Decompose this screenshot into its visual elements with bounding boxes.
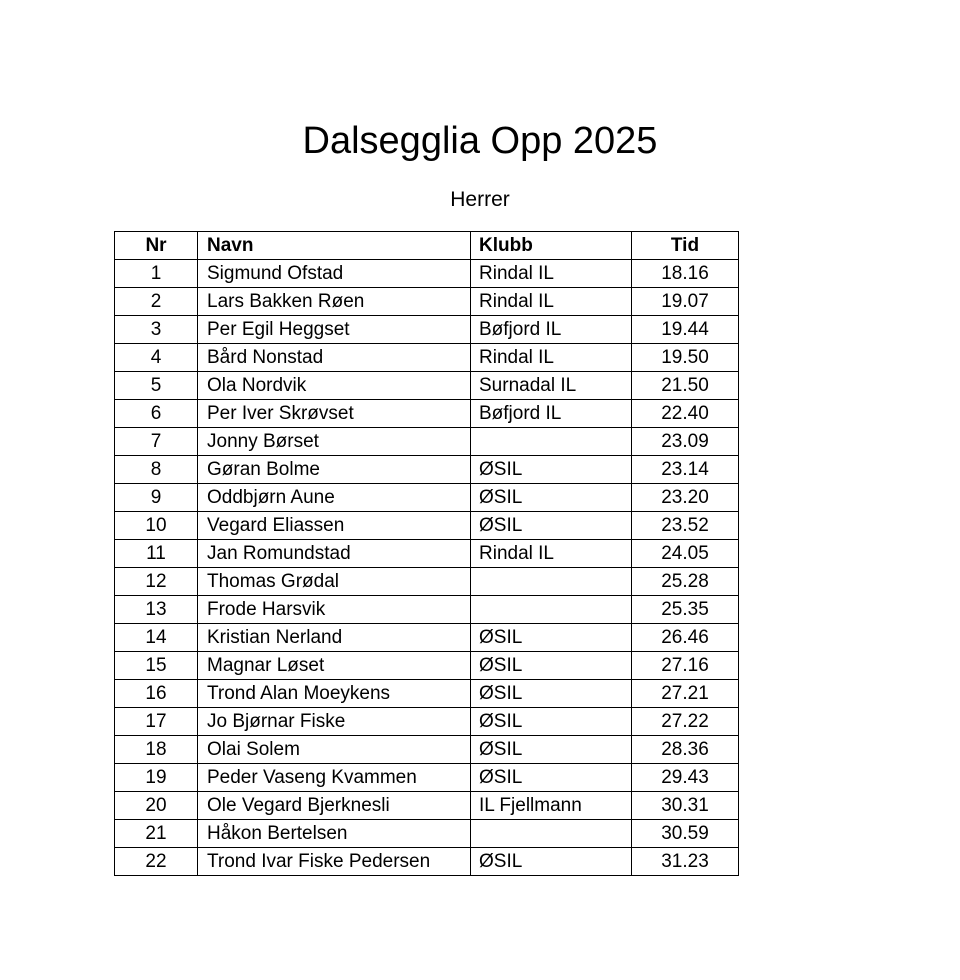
- table-header-row: [115, 232, 739, 260]
- cell-navn: Lars Bakken Røen: [198, 288, 471, 316]
- cell-tid: 23.52: [632, 512, 739, 540]
- page-subtitle: Herrer: [450, 188, 510, 211]
- cell-nr: 13: [115, 596, 198, 624]
- cell-klubb: ØSIL: [471, 736, 632, 764]
- cell-klubb: ØSIL: [471, 456, 632, 484]
- cell-nr: 4: [115, 344, 198, 372]
- cell-tid: 23.09: [632, 428, 739, 456]
- cell-tid: 29.43: [632, 764, 739, 792]
- cell-nr: 22: [115, 848, 198, 876]
- table-row: [115, 540, 739, 568]
- cell-klubb: Rindal IL: [471, 540, 632, 568]
- cell-klubb: ØSIL: [471, 512, 632, 540]
- table-row: [115, 484, 739, 512]
- cell-klubb: Rindal IL: [471, 288, 632, 316]
- cell-navn: Jo Bjørnar Fiske: [198, 708, 471, 736]
- cell-tid: 22.40: [632, 400, 739, 428]
- cell-nr: 11: [115, 540, 198, 568]
- cell-nr: 9: [115, 484, 198, 512]
- cell-navn: Per Iver Skrøvset: [198, 400, 471, 428]
- cell-tid: 19.50: [632, 344, 739, 372]
- table-row: [115, 596, 739, 624]
- cell-tid: 24.05: [632, 540, 739, 568]
- cell-nr: 20: [115, 792, 198, 820]
- cell-nr: 6: [115, 400, 198, 428]
- cell-klubb: IL Fjellmann: [471, 792, 632, 820]
- cell-klubb: ØSIL: [471, 708, 632, 736]
- cell-nr: 5: [115, 372, 198, 400]
- table-row: [115, 708, 739, 736]
- cell-navn: Ole Vegard Bjerknesli: [198, 792, 471, 820]
- cell-navn: Jonny Børset: [198, 428, 471, 456]
- cell-navn: Sigmund Ofstad: [198, 260, 471, 288]
- cell-nr: 17: [115, 708, 198, 736]
- cell-tid: 30.31: [632, 792, 739, 820]
- table-row: [115, 568, 739, 596]
- cell-nr: 10: [115, 512, 198, 540]
- cell-tid: 27.16: [632, 652, 739, 680]
- table-row: [115, 372, 739, 400]
- cell-klubb: ØSIL: [471, 848, 632, 876]
- header-nr: Nr: [115, 232, 198, 260]
- cell-navn: Gøran Bolme: [198, 456, 471, 484]
- cell-navn: Ola Nordvik: [198, 372, 471, 400]
- cell-navn: Peder Vaseng Kvammen: [198, 764, 471, 792]
- cell-navn: Magnar Løset: [198, 652, 471, 680]
- table-row: [115, 316, 739, 344]
- cell-nr: 19: [115, 764, 198, 792]
- cell-tid: 30.59: [632, 820, 739, 848]
- cell-nr: 18: [115, 736, 198, 764]
- cell-tid: 25.28: [632, 568, 739, 596]
- cell-nr: 12: [115, 568, 198, 596]
- table-row: [115, 288, 739, 316]
- table-row: [115, 680, 739, 708]
- cell-tid: 23.20: [632, 484, 739, 512]
- cell-tid: 19.44: [632, 316, 739, 344]
- cell-navn: Frode Harsvik: [198, 596, 471, 624]
- cell-nr: 14: [115, 624, 198, 652]
- table-row: [115, 820, 739, 848]
- header-tid: Tid: [632, 232, 739, 260]
- table-row: [115, 624, 739, 652]
- cell-navn: Håkon Bertelsen: [198, 820, 471, 848]
- cell-klubb: ØSIL: [471, 624, 632, 652]
- cell-navn: Bård Nonstad: [198, 344, 471, 372]
- results-table: [114, 231, 739, 876]
- cell-nr: 3: [115, 316, 198, 344]
- header-klubb: Klubb: [471, 232, 632, 260]
- cell-tid: 25.35: [632, 596, 739, 624]
- cell-tid: 26.46: [632, 624, 739, 652]
- table-row: [115, 652, 739, 680]
- cell-navn: Kristian Nerland: [198, 624, 471, 652]
- cell-navn: Thomas Grødal: [198, 568, 471, 596]
- table-row: [115, 764, 739, 792]
- table-row: [115, 344, 739, 372]
- cell-tid: 18.16: [632, 260, 739, 288]
- table-row: [115, 456, 739, 484]
- cell-klubb: Rindal IL: [471, 344, 632, 372]
- cell-tid: 21.50: [632, 372, 739, 400]
- cell-klubb: Bøfjord IL: [471, 400, 632, 428]
- table-row: [115, 400, 739, 428]
- cell-klubb: ØSIL: [471, 680, 632, 708]
- cell-nr: 16: [115, 680, 198, 708]
- cell-klubb: Bøfjord IL: [471, 316, 632, 344]
- table-row: [115, 848, 739, 876]
- cell-klubb: [471, 428, 632, 456]
- cell-klubb: Surnadal IL: [471, 372, 632, 400]
- page-title: Dalsegglia Opp 2025: [302, 120, 658, 162]
- table-row: [115, 512, 739, 540]
- cell-klubb: ØSIL: [471, 764, 632, 792]
- cell-navn: Jan Romundstad: [198, 540, 471, 568]
- cell-tid: 27.22: [632, 708, 739, 736]
- cell-navn: Vegard Eliassen: [198, 512, 471, 540]
- cell-nr: 8: [115, 456, 198, 484]
- table-row: [115, 428, 739, 456]
- cell-tid: 28.36: [632, 736, 739, 764]
- table-row: [115, 736, 739, 764]
- cell-tid: 27.21: [632, 680, 739, 708]
- cell-nr: 1: [115, 260, 198, 288]
- cell-nr: 2: [115, 288, 198, 316]
- cell-tid: 23.14: [632, 456, 739, 484]
- cell-klubb: Rindal IL: [471, 260, 632, 288]
- cell-nr: 15: [115, 652, 198, 680]
- cell-nr: 21: [115, 820, 198, 848]
- cell-klubb: ØSIL: [471, 652, 632, 680]
- cell-navn: Olai Solem: [198, 736, 471, 764]
- table-row: [115, 792, 739, 820]
- cell-tid: 19.07: [632, 288, 739, 316]
- cell-klubb: [471, 820, 632, 848]
- cell-navn: Trond Alan Moeykens: [198, 680, 471, 708]
- cell-klubb: [471, 596, 632, 624]
- cell-navn: Oddbjørn Aune: [198, 484, 471, 512]
- cell-klubb: [471, 568, 632, 596]
- cell-navn: Trond Ivar Fiske Pedersen: [198, 848, 471, 876]
- cell-klubb: ØSIL: [471, 484, 632, 512]
- header-navn: Navn: [198, 232, 471, 260]
- cell-tid: 31.23: [632, 848, 739, 876]
- cell-nr: 7: [115, 428, 198, 456]
- cell-navn: Per Egil Heggset: [198, 316, 471, 344]
- table-row: [115, 260, 739, 288]
- results-body: [115, 260, 739, 876]
